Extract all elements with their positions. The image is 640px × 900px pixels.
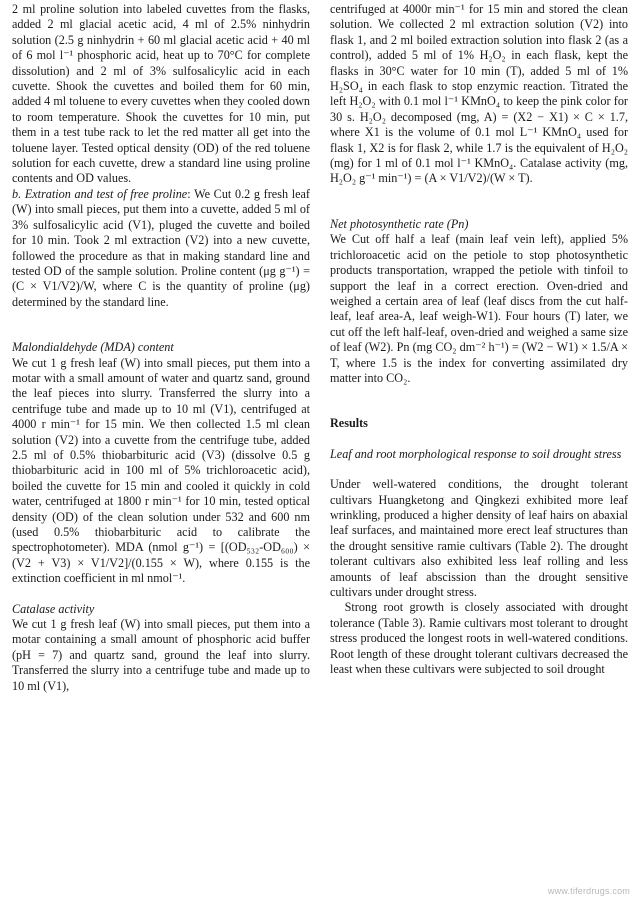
right-column xyxy=(330,2,628,677)
proline-extraction-paragraph xyxy=(12,187,310,310)
leaf-root-paragraph-2: Strong root growth is closely associated with drought tolerance (Table 3). Ramie cultivars most tolerant to drought stress produced the longest roots in well-watered conditions. Root length of these drought tolerant cultivars decreased the least when these cultivars were subjected to soil drought xyxy=(330,600,628,677)
watermark-text: www.tiferdrugs.com xyxy=(547,886,630,896)
results-heading: Results xyxy=(330,416,368,431)
proline-extraction-label: b. Extration and test of free proline xyxy=(12,186,188,201)
pn-heading: Net photosynthetic rate (Pn) xyxy=(330,216,469,231)
mda-paragraph: We cut 1 g fresh leaf (W) into small pieces, put them into a motar with a small amount of water and quartz sand, ground the leaf pieces into slurry. Transferred the slurry into a centrifuge tube and made up to 10 ml (V1), centrifuged at 4000 r min⁻¹ for 15 min. We then collected 1.5 ml clean solution (V2) into a cuvette from the centrifuge tube, added 2.5 ml of 0.5% thiobarbituric acid (V3) (dissolve 0.5 g thiobarbituric acid in 100 ml of 5% trichloroacetic acid), boiled the cuvette for 15 min and cooled it quickly in cold water, centrifuged at 1800 r min⁻¹ for 10 min, tested optical density (OD) of the clean solution under 532 and 600 nm (used 0.5% thiobarbituric acid to calibrate the spectrophotometer). MDA (nmol g⁻¹) = [(OD₅₃₂-OD₆₀₀) × (V2 + V3) × V1/V2]/(0.155 × W), where 0.155 is the extinction coefficient in ml nmol⁻¹. xyxy=(12,355,310,586)
leaf-root-paragraph-1: Under well-watered conditions, the drought tolerant cultivars Huangketong and Qingkezi exhibited more leaf wrinkling, produced a higher density of leaf hairs on abaxial leaf surfaces, and maintained more erect leaf structures than the drought sensitive ramie cultivars (Table 2). The drought tolerant cultivars also exhibited less leaf rolling and less amounts of leaf abscission than the drought sensitive cultivars under drought stress. xyxy=(330,477,628,599)
pn-paragraph: We Cut off half a leaf (main leaf vein left), applied 5% trichloroacetic acid on the petiole to stop photosynthetic products transportation, wrapped the petiole with tinfoil to support the leaf in a correct erection. Oven-dried and weighed a certain area of leaf (leaf discs from the cut half-leaf, leaf area-A, leaf weigh-W1). Four hours (T) later, we cut off the left half-leaf, oven-dried and weighed a same size of leaf (W2). Pn (mg CO₂ dm⁻² h⁻¹) = (W2 − W1) × 1.5/A × T, where 1.5 is the index for converting assimilated dry matter into CO₂. xyxy=(330,232,628,385)
catalase-method-continued: centrifuged at 4000r min⁻¹ for 15 min and stored the clean solution. We collected 2 ml extraction solution (V2) into flask 1, and 2 ml boiled extraction solution into flask 2 (as a control), added 5 ml of 1% H₂O₂ in each flask, kept the flasks in 30°C water for 10 min (T), added 5 ml of 1% H₂SO₄ in each flask to stop enzymic reaction. Titrated the left H₂O₂ with 0.1 mol l⁻¹ KMnO₄ to keep the pink color for 30 s. H₂O₂ decomposed (mg, A) = (X2 − X1) × C × 1.7, where X1 is the volume of 0.1 mol L⁻¹ KMnO₄ used for flask 1, X2 is for flask 2, while 1.7 is the equivalent of H₂O₂ (mg) for 1 ml of 0.1 mol l⁻¹ KMnO₄. Catalase activity (mg, H₂O₂ g⁻¹ min⁻¹) = (A × V1/V2)/(W × T). xyxy=(330,2,628,186)
mda-heading: Malondialdehyde (MDA) content xyxy=(12,340,174,355)
proline-extraction-text: : We Cut 0.2 g fresh leaf (W) into small pieces, put them into a cuvette, added 5 ml of 3% sulfosalicylic acid (V1), pluged the cuvette and boiled for 10 min. Took 2 ml extraction (V2) into a new cuvette, followed the procedure as that in making standard line and tested OD of the sample solution. Proline content (μg g⁻¹) = (C × V1/V2)/W, where C is the quantity of proline (μg) determined by the standard line. xyxy=(12,186,310,309)
leaf-root-heading: Leaf and root morphological response to soil drought stress xyxy=(330,446,622,461)
proline-method-continued: 2 ml proline solution into labeled cuvettes from the flasks, added 2 ml glacial acetic acid, 4 ml of 2.5% ninhydrin solution (2.5 g ninhydrin + 60 ml glacial acetic acid + 40 ml of 6 mol l⁻¹ phosphoric acid, heat up to 70°C for complete dissolution) and 2 ml of 3% sulfosalicylic acid in each cuvette. Shook the cuvettes and boiled them for 60 min, added 4 ml toluene to every cuvettes when they cooled down to room temperature. Shook the cuvettes for 10 min, put them in a test tube rack to let the red matter all get into the toluene layer. Tested optical density (OD) of the red toluene solution for each cuvette, drew a standard line using proline contents and OD values. xyxy=(12,2,310,186)
catalase-heading: Catalase activity xyxy=(12,601,95,616)
left-column xyxy=(12,2,310,694)
catalase-paragraph: We cut 1 g fresh leaf (W) into small pieces, put them into a motar containing a small amount of phosphoric acid buffer (pH = 7) and quartz sand, ground the leaf into slurry. Transferred the slurry into a centrifuge tube and made up to 10 ml (V1), xyxy=(12,617,310,693)
